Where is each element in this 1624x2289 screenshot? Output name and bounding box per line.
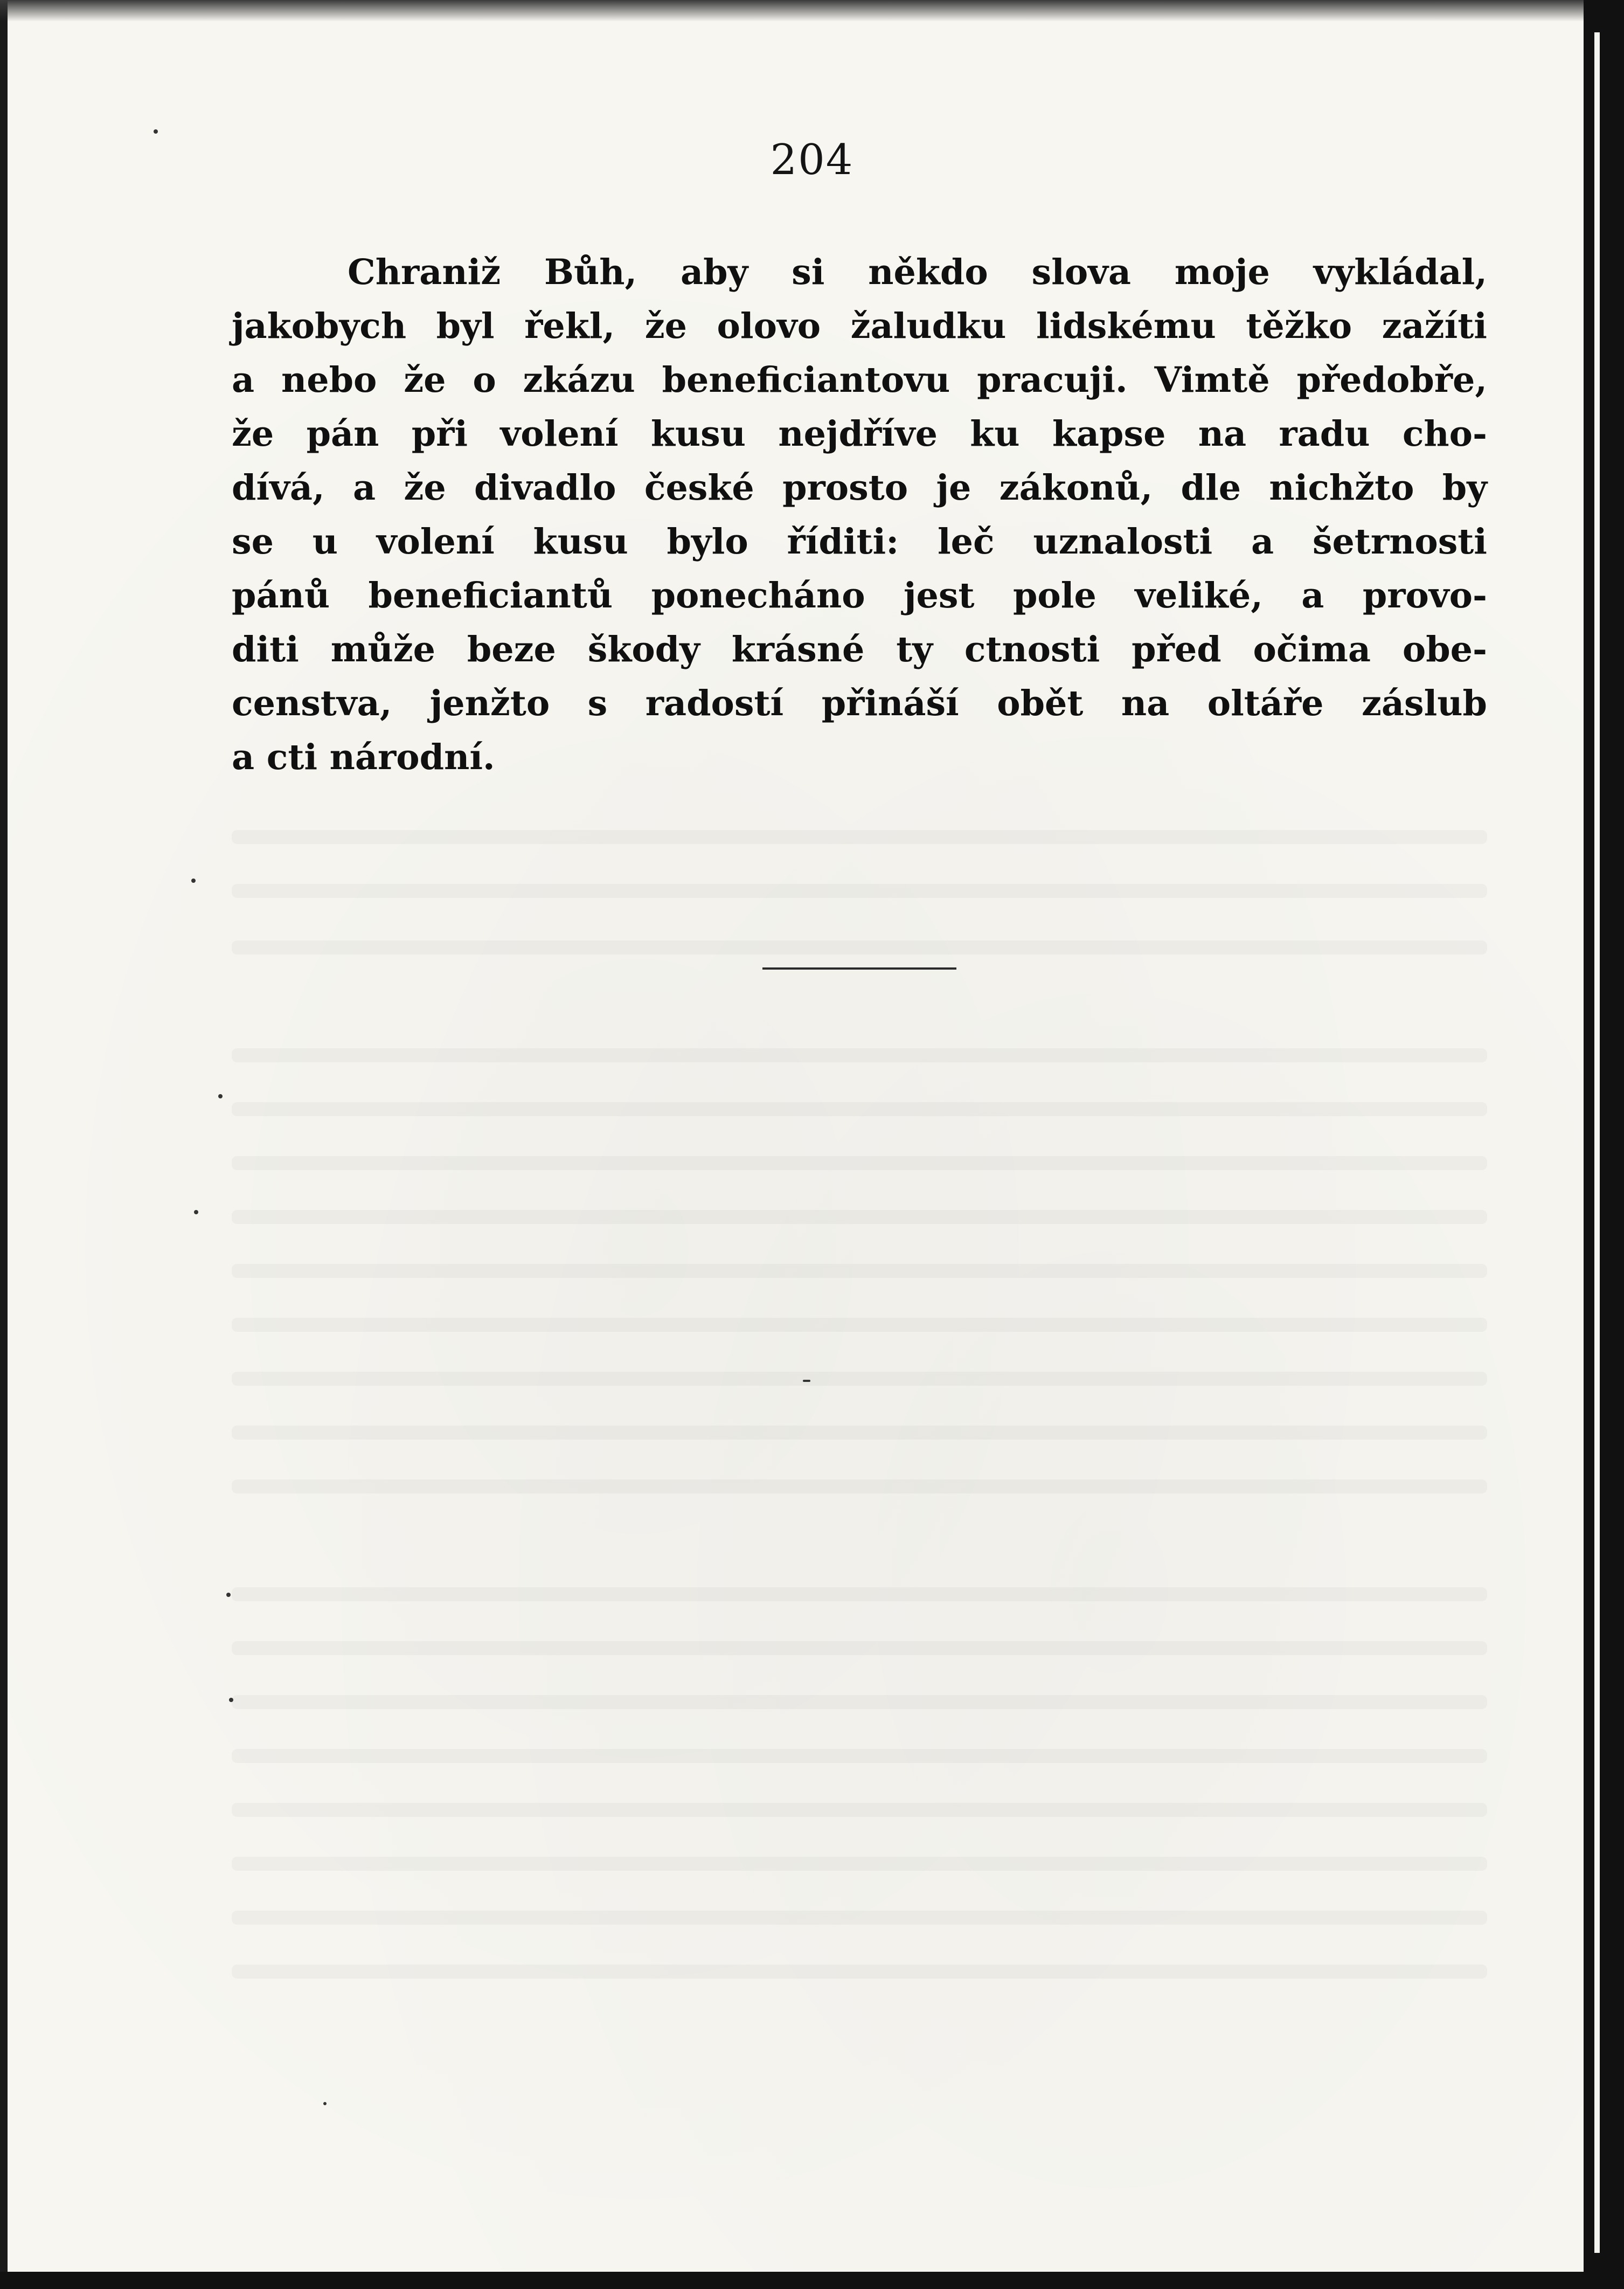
bleed-through-line <box>232 1210 1487 1224</box>
bleed-through-line <box>232 1965 1487 1979</box>
scan-speck <box>191 879 196 883</box>
bleed-through-line <box>232 1426 1487 1440</box>
bleed-through-line <box>232 1749 1487 1763</box>
scan-right-edge <box>1584 0 1624 2289</box>
text-line: se u volení kusu bylo říditi: leč uznalosti a šetrnosti <box>232 521 1487 562</box>
text-line: censtva, jenžto s radostí přináší obět na oltáře záslub <box>232 683 1487 724</box>
text-line: a cti národní. <box>232 737 495 778</box>
scan-edge-strip <box>1594 32 1600 2253</box>
section-divider <box>762 967 956 970</box>
scan-speck <box>194 1210 198 1214</box>
bleed-through-line <box>232 1641 1487 1655</box>
scan-speck <box>323 2102 327 2105</box>
text-line: že pán při volení kusu nejdříve ku kapse na radu cho- <box>232 413 1487 454</box>
bleed-through-line <box>232 941 1487 955</box>
scan-speck <box>226 1593 231 1597</box>
text-line: diti může beze škody krásné ty ctnosti před očima obe- <box>232 629 1487 670</box>
bleed-through-line <box>232 1264 1487 1278</box>
bleed-through-line <box>232 1102 1487 1116</box>
bleed-through-line <box>232 1156 1487 1170</box>
bleed-through-line <box>232 1048 1487 1062</box>
bleed-through-line <box>232 1587 1487 1601</box>
text-line: dívá, a že divadlo české prosto je zákonů, dle nichžto by <box>232 467 1487 508</box>
bleed-through-line <box>232 1911 1487 1925</box>
bleed-through-line <box>232 1479 1487 1493</box>
scan-speck <box>803 1380 810 1382</box>
text-line: a nebo že o zkázu beneficiantovu pracuji. Vimtě předobře, <box>232 359 1487 400</box>
page-number: 204 <box>770 136 854 184</box>
scan-speck <box>229 1698 233 1702</box>
bleed-through-line <box>232 1803 1487 1817</box>
text-line: jakobych byl řekl, že olovo žaludku lidskému těžko zažíti <box>232 306 1487 347</box>
bleed-through-line <box>232 1318 1487 1332</box>
bleed-through-line <box>232 1857 1487 1871</box>
bleed-through-line <box>232 1695 1487 1709</box>
bleed-through-line <box>232 830 1487 844</box>
scan-bottom-edge <box>0 2272 1624 2289</box>
bleed-through-line <box>232 1372 1487 1386</box>
text-line: pánů beneficiantů ponecháno jest pole veliké, a provo- <box>232 575 1487 616</box>
bleed-through-line <box>232 884 1487 898</box>
scan-speck <box>154 129 158 134</box>
scan-top-shadow <box>0 0 1584 22</box>
scan-speck <box>218 1094 223 1098</box>
body-text <box>232 245 1487 784</box>
text-line: Chraniž Bůh, aby si někdo slova moje vykládal, <box>348 252 1487 293</box>
